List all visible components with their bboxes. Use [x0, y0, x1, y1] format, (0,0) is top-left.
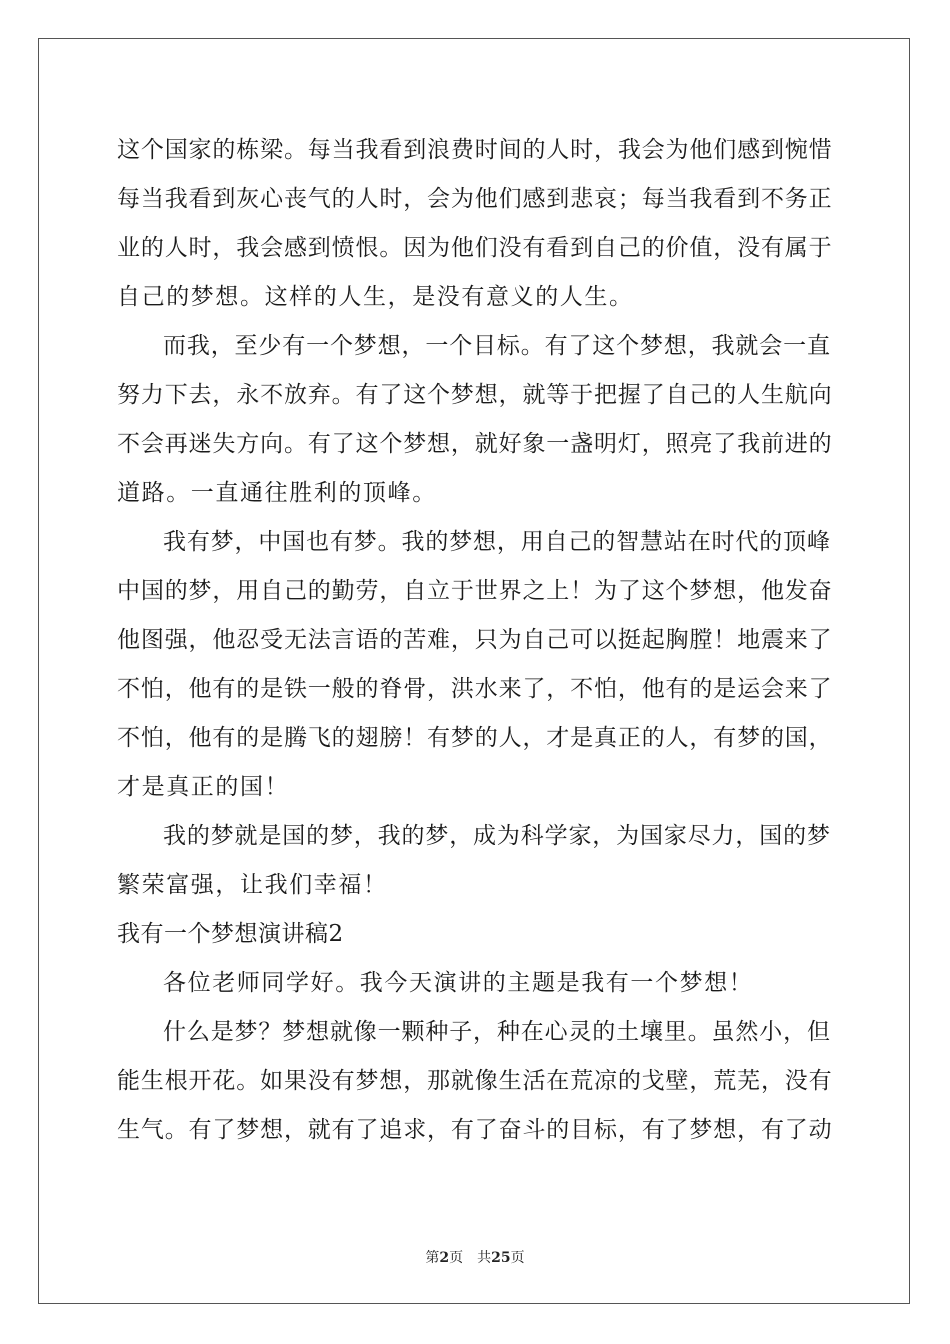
text-line-6: 努力下去，永不放弃。有了这个梦想，就等于把握了自己的人生航向 [117, 382, 833, 408]
text-line-2: 每当我看到灰心丧气的人时，会为他们感到悲哀；每当我看到不务正 [117, 186, 833, 212]
text-line-4: 自己的梦想。这样的人生，是没有意义的人生。 [117, 284, 634, 310]
text-line-16: 繁荣富强，让我们幸福！ [117, 872, 388, 898]
text-line-8: 道路。一直通往胜利的顶峰。 [117, 480, 437, 506]
text-line-18: 各位老师同学好。我今天演讲的主题是我有一个梦想！ [163, 970, 754, 996]
total-prefix: 共 [477, 1250, 492, 1266]
text-line-7: 不会再迷失方向。有了这个梦想，就好象一盏明灯，照亮了我前进的 [117, 431, 833, 457]
text-line-12: 不怕，他有的是铁一般的脊骨，洪水来了，不怕，他有的是运会来了 [117, 676, 833, 702]
text-line-15: 我的梦就是国的梦，我的梦，成为科学家，为国家尽力，国的梦 [163, 823, 831, 849]
page-prefix: 第 [425, 1250, 440, 1266]
total-pages: 25 [491, 1250, 511, 1266]
total-suffix: 页 [510, 1250, 525, 1266]
text-line-20: 能生根开花。如果没有梦想，那就像生活在荒凉的戈壁，荒芜，没有 [117, 1068, 833, 1094]
text-line-9: 我有梦，中国也有梦。我的梦想，用自己的智慧站在时代的顶峰 [163, 529, 831, 555]
text-line-11: 他图强，他忍受无法言语的苦难，只为自己可以挺起胸膛！地震来了 [117, 627, 833, 653]
page-suffix: 页 [449, 1250, 464, 1266]
text-line-3: 业的人时，我会感到愤恨。因为他们没有看到自己的价值，没有属于 [117, 235, 833, 261]
text-line-21: 生气。有了梦想，就有了追求，有了奋斗的目标，有了梦想，有了动 [117, 1117, 833, 1143]
section-heading: 我有一个梦想演讲稿2 [117, 921, 344, 947]
page-footer [0, 1247, 950, 1267]
text-line-14: 才是真正的国！ [117, 774, 290, 800]
text-line-13: 不怕，他有的是腾飞的翅膀！有梦的人，才是真正的人，有梦的国， [117, 725, 833, 751]
text-line-5: 而我，至少有一个梦想，一个目标。有了这个梦想，我就会一直 [163, 333, 831, 359]
text-line-19: 什么是梦？梦想就像一颗种子，种在心灵的土壤里。虽然小，但 [163, 1019, 831, 1045]
page-number: 2 [439, 1250, 450, 1266]
text-line-1: 这个国家的栋梁。每当我看到浪费时间的人时，我会为他们感到惋惜 [117, 137, 833, 163]
text-line-10: 中国的梦，用自己的勤劳，自立于世界之上！为了这个梦想，他发奋 [117, 578, 833, 604]
